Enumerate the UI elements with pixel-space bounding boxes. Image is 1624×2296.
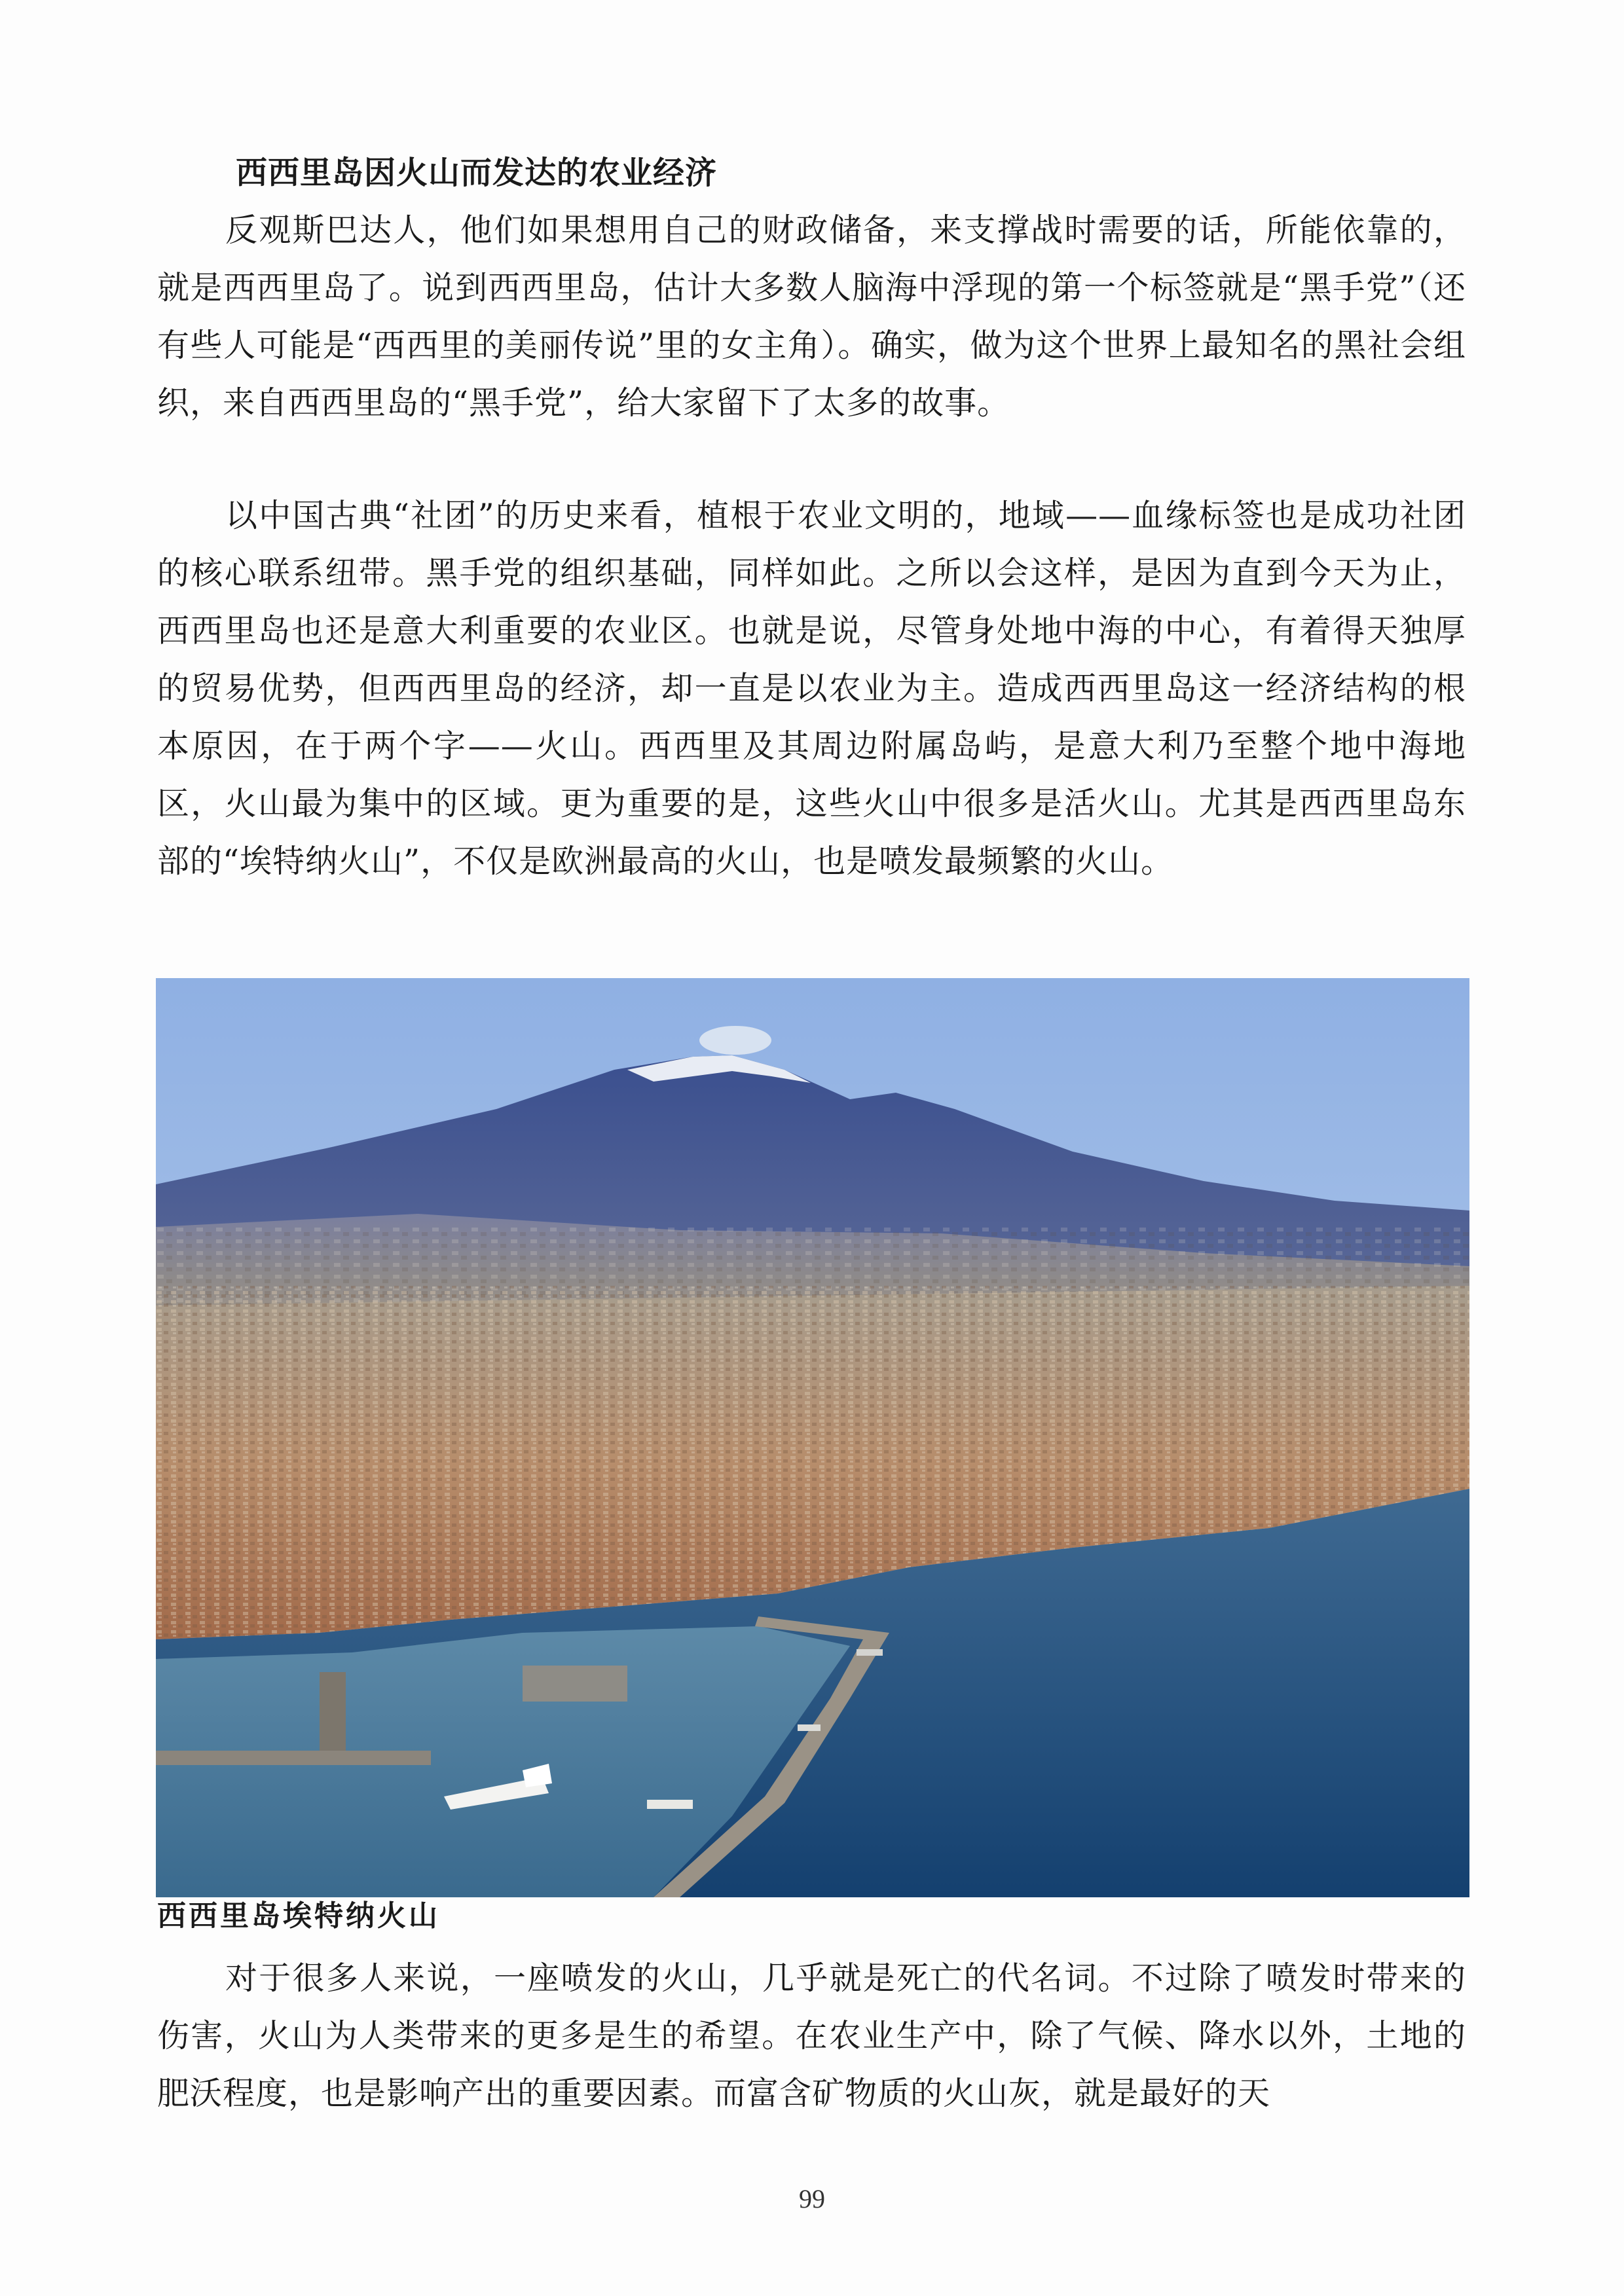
section-heading: 西西里岛因火山而发达的农业经济 [236, 155, 718, 191]
paragraph-1: 反观斯巴达人，他们如果想用自己的财政储备，来支撑战时需要的话，所能依靠的，就是西西里岛了。说到西西里岛，估计大多数人脑海中浮现的第一个标签就是“黑手党”（还有些人可能是“西西里的美丽传说”里的女主角）。确实，做为这个世界上最知名的黑社会组织，来自西西里岛的“黑手党”，给大家留下了太多的故事。 [157, 211, 1466, 422]
paragraph-3: 对于很多人来说，一座喷发的火山，几乎就是死亡的代名词。不过除了喷发时带来的伤害，火山为人类带来的更多是生的希望。在农业生产中，除了气候、降水以外，土地的肥沃程度，也是影响产出的重要因素。而富含矿物质的火山灰，就是最好的天 [157, 1959, 1466, 2112]
page-number: 99 [799, 2184, 825, 2214]
figure-caption: 西西里岛埃特纳火山 [157, 1899, 440, 1933]
etna-photo [156, 978, 1469, 1897]
paragraph-2: 以中国古典“社团”的历史来看，植根于农业文明的，地域——血缘标签也是成功社团的核心联系纽带。黑手党的组织基础，同样如此。之所以会这样，是因为直到今天为止，西西里岛也还是意大利重要的农业区。也就是说，尽管身处地中海的中心，有着得天独厚的贸易优势，但西西里岛的经济，却一直是以农业为主。造成西西里岛这一经济结构的根本原因，在于两个字——火山。西西里及其周边附属岛屿，是意大利乃至整个地中海地区，火山最为集中的区域。更为重要的是，这些火山中很多是活火山。尤其是西西里岛东部的“埃特纳火山”，不仅是欧洲最高的火山，也是喷发最频繁的火山。 [157, 497, 1466, 880]
